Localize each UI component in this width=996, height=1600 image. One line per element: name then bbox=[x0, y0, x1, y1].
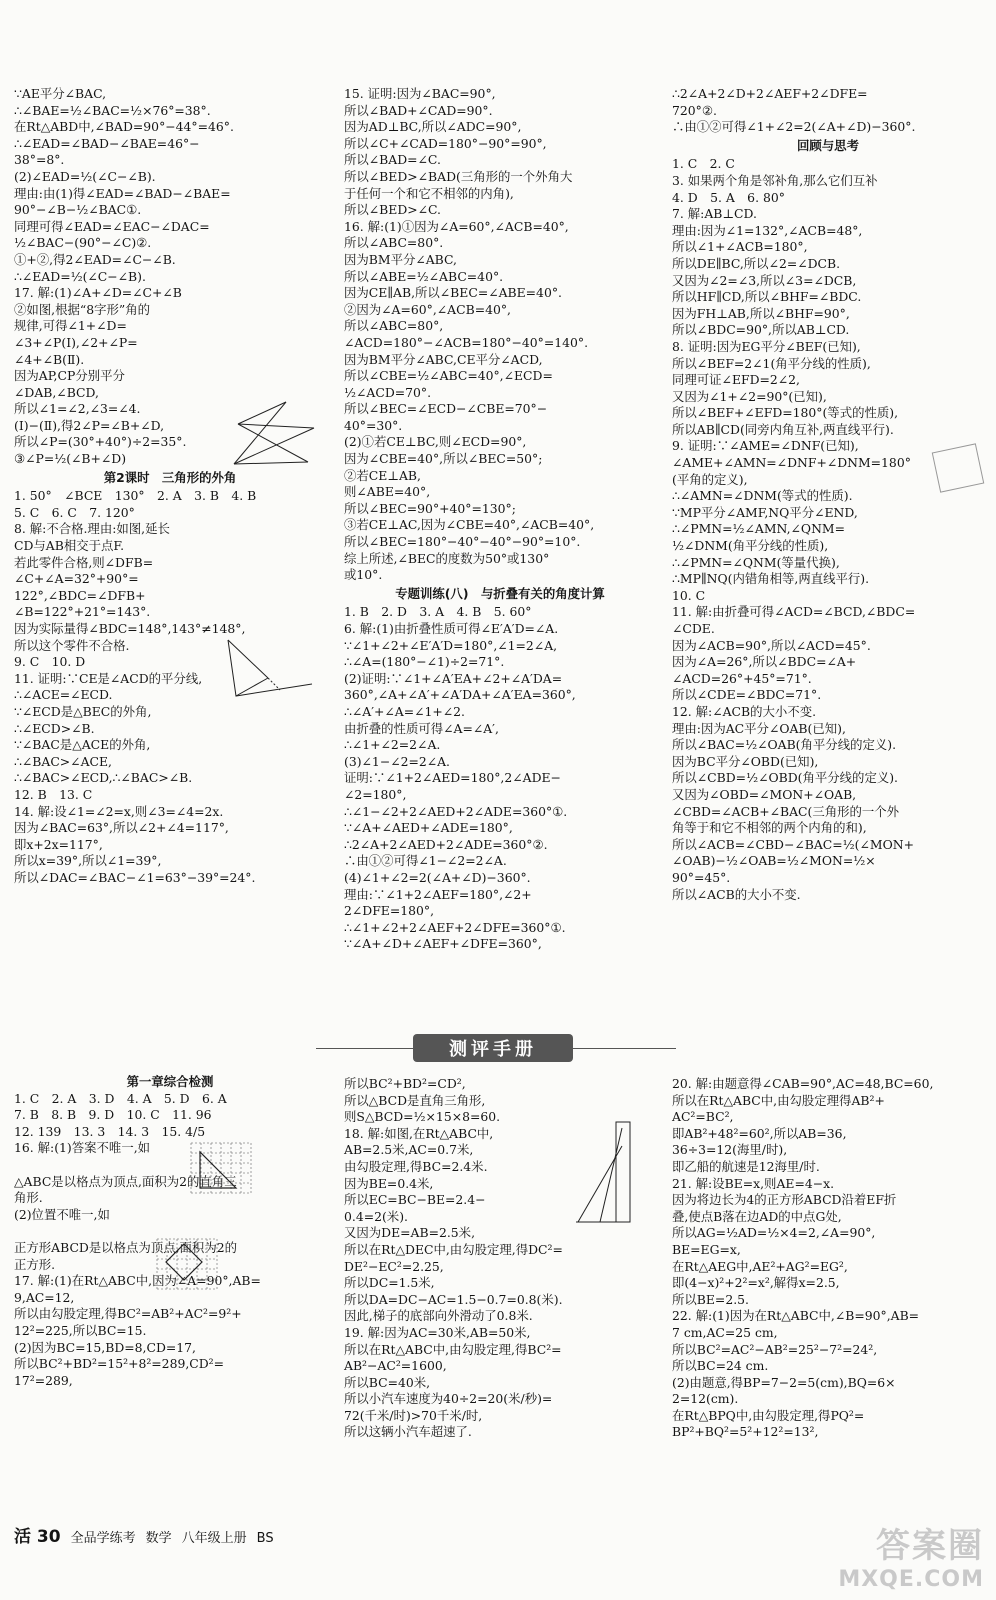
text-line: 9,AC=12, bbox=[14, 1289, 75, 1305]
text-line: 在Rt△ABD中,∠BAD=90°−44°=46°. bbox=[14, 119, 234, 135]
text-line: 因为CE∥AB,所以∠BEC=∠ABE=40°. bbox=[344, 285, 562, 301]
text-line: 19. 解:因为AC=30米,AB=50米, bbox=[344, 1324, 531, 1340]
text-line: 1. C 2. A 3. D 4. A 5. D 6. A bbox=[14, 1090, 227, 1106]
text-line: ∴∠PMN=∠QNM(等量代换), bbox=[672, 554, 840, 570]
text-line: 所以∠ABC=80°, bbox=[344, 318, 444, 334]
text-line: 所以小汽车速度为40÷2=20(米/秒)= bbox=[344, 1391, 553, 1407]
text-line: 所以DC=1.5米, bbox=[344, 1275, 435, 1291]
text-line: ∴∠ECD>∠B. bbox=[14, 720, 95, 736]
text-line: 所以∠CBE=½∠ABC=40°,∠ECD= bbox=[344, 368, 553, 384]
text-line: ∴∠1−∠2+2∠AED+2∠ADE=360°①. bbox=[344, 803, 568, 819]
text-line: 1. C 2. C bbox=[672, 156, 735, 172]
text-line: 于任何一个和它不相邻的内角), bbox=[344, 185, 514, 201]
part-figure bbox=[224, 634, 320, 704]
text-line: (2)位置不唯一,如 bbox=[14, 1206, 110, 1222]
text-line: ∵AE平分∠BAC, bbox=[14, 86, 107, 101]
text-line: 17. 解:(1)∠A+∠D=∠C+∠B bbox=[14, 285, 182, 301]
text-line: 所以∠BEC=90°+40°=130°; bbox=[344, 500, 516, 516]
text-line: 所以BC=24 cm. bbox=[672, 1358, 769, 1374]
text-line: ∴∠AMN=∠DNM(等式的性质). bbox=[672, 488, 853, 504]
text-line: 正方形ABCD是以格点为顶点,面积为2的 bbox=[14, 1239, 237, 1255]
text-line: 3. 如果两个角是邻补角,那么它们互补 bbox=[672, 172, 878, 188]
text-line: 因为BE=0.4米, bbox=[344, 1175, 434, 1191]
text-line: 则S△BCD=½×15×8=60. bbox=[344, 1109, 501, 1125]
text-line: 所以∠DAC=∠BAC−∠1=63°−39°=24°. bbox=[14, 869, 256, 885]
text-line: 18. 解:如图,在Rt△ABC中, bbox=[344, 1125, 494, 1141]
page-number: 活 30 bbox=[14, 1527, 61, 1547]
text-line: ∴∠A′+∠A=∠1+∠2. bbox=[344, 703, 465, 719]
text-line: ∴∠1+∠2+2∠AEF+2∠DFE=360°①. bbox=[344, 919, 566, 935]
text-line: 因为BM平分∠ABC,CE平分∠ACD, bbox=[344, 351, 543, 367]
text-line: 所以△BCD是直角三角形, bbox=[344, 1092, 486, 1108]
text-line: 由折叠的性质可得∠A=∠A′, bbox=[344, 720, 499, 736]
book-title: 全品学练考 bbox=[70, 1531, 136, 1546]
text-line: ∵∠ECD是△BEC的外角, bbox=[14, 703, 152, 719]
text-line: ∴∠BAC>∠ACE, bbox=[14, 753, 112, 769]
text-line: 所以BE=2.5. bbox=[672, 1291, 749, 1307]
text-line: ∠CDE. bbox=[672, 621, 715, 636]
text-line: 所以∠ABE=½∠ABC=40°. bbox=[344, 268, 504, 284]
page-footer bbox=[14, 1522, 274, 1547]
text-line: 角等于和它不相邻的两个内角的和), bbox=[672, 820, 867, 836]
text-line: ∵∠A+∠D+∠AEF+∠DFE=360°, bbox=[344, 936, 542, 952]
text-line: AB=2.5米,AC=0.7米, bbox=[344, 1142, 474, 1158]
text-line: 所以∠P=(30°+40°)÷2=35°. bbox=[14, 434, 187, 450]
subject: 数学 bbox=[145, 1531, 172, 1546]
text-line bbox=[14, 1157, 326, 1174]
text-line: (平角的定义), bbox=[672, 471, 748, 487]
grid-square-figure bbox=[154, 1236, 220, 1292]
text-line: 7. 解:AB⊥CD. bbox=[672, 206, 757, 222]
eval-column-1 bbox=[14, 1074, 326, 1389]
grid-triangle-figure bbox=[188, 1140, 254, 1196]
text-line: 16. 解:(1)答案不唯一,如 bbox=[14, 1140, 151, 1156]
col3-bottom-block bbox=[672, 156, 984, 903]
text-line: 证明:∵∠1+2∠AED=180°,2∠ADE− bbox=[344, 770, 561, 786]
text-line: 11. 解:由折叠可得∠ACD=∠BCD,∠BDC= bbox=[672, 604, 916, 620]
text-line: ∴∠EAD=∠BAD−∠BAE=46°− bbox=[14, 135, 200, 151]
text-line: 72(千米/时)>70千米/时, bbox=[344, 1407, 483, 1423]
text-line: 12²=225,所以BC=15. bbox=[14, 1322, 147, 1338]
text-line: 17. 解:(1)在Rt△ABC中,因为∠A=90°,AB= bbox=[14, 1273, 261, 1289]
text-line: 720°②. bbox=[672, 102, 717, 118]
text-line: AC²=BC², bbox=[672, 1109, 734, 1125]
text-line: 2∠DFE=180°, bbox=[344, 903, 435, 919]
text-line: 同理可证∠EFD=2∠2, bbox=[672, 372, 800, 388]
chapter-test-heading: 第一章综合检测 bbox=[126, 1074, 214, 1089]
text-line: 9. 证明:∵∠AME=∠DNF(已知), bbox=[672, 438, 859, 454]
text-line: ∴MP∥NQ(内错角相等,两直线平行). bbox=[672, 571, 870, 587]
text-line: ∴∠A=(180°−∠1)÷2=71°. bbox=[344, 654, 505, 670]
edition: BS bbox=[256, 1531, 274, 1546]
text-line: 即乙船的航速是12海里/时. bbox=[672, 1158, 820, 1174]
text-line: 在Rt△BPQ中,由勾股定理,得PQ²= bbox=[672, 1407, 865, 1423]
text-line: 所以∠1=∠2,∠3=∠4. bbox=[14, 401, 141, 417]
text-line: 所以∠ABC=80°. bbox=[344, 235, 444, 251]
text-line: 所以在Rt△ABC中,由勾股定理,得BC²= bbox=[344, 1341, 562, 1357]
text-line: ∠OAB)−½∠OAB=½∠MON=½× bbox=[672, 853, 876, 869]
text-line: 14. 解:设∠1=∠2=x,则∠3=∠4=2x. bbox=[14, 803, 224, 819]
text-line: 所以∠BDC=90°,所以AB⊥CD. bbox=[672, 322, 850, 338]
text-line: 在Rt△AEG中,AE²+AG²=EG², bbox=[672, 1258, 848, 1274]
text-line: CD与AB相交于点F. bbox=[14, 538, 125, 554]
text-line: 所以∠BAD+∠CAD=90°. bbox=[344, 102, 493, 118]
text-line: 1. B 2. D 3. A 4. B 5. 60° bbox=[344, 604, 532, 620]
text-line: 所以这个零件不合格. bbox=[14, 637, 130, 653]
text-line: △ABC是以格点为顶点,面积为2的直角三 bbox=[14, 1173, 237, 1189]
text-line: ∴2∠A+2∠AED+2∠ADE=360°②. bbox=[344, 836, 548, 852]
text-line: 7 cm,AC=25 cm, bbox=[672, 1324, 778, 1340]
text-line: 又因为∠2=∠3,所以∠3=∠DCB, bbox=[672, 272, 857, 288]
text-line: 因为BM平分∠ABC, bbox=[344, 251, 457, 267]
text-line: 40°=30°. bbox=[344, 417, 403, 433]
text-line: BE=EG=x, bbox=[672, 1241, 741, 1257]
text-line: 122°,∠BDC=∠DFB+ bbox=[14, 587, 146, 603]
text-line: ②因为∠A=60°,∠ACB=40°, bbox=[344, 301, 511, 317]
text-line: 所以∠BAC=½∠OAB(角平分线的定义). bbox=[672, 737, 897, 753]
text-line: 角形. bbox=[14, 1190, 43, 1206]
text-line: ∠ACD=26°+45°=71°. bbox=[672, 670, 812, 686]
text-line: 8. 解:不合格.理由:如图,延长 bbox=[14, 521, 170, 537]
text-line: BP²+BQ²=5²+12²=13², bbox=[672, 1424, 819, 1440]
text-line: 90°−∠B−½∠BAC①. bbox=[14, 202, 142, 218]
text-line: (4)∠1+∠2=2(∠A+∠D)−360°. bbox=[344, 869, 531, 885]
text-line: 因为将边长为4的正方形ABCD沿着EF折 bbox=[672, 1192, 897, 1208]
text-line: ∠3+∠P(Ⅰ),∠2+∠P= bbox=[14, 334, 138, 350]
evaluation-banner bbox=[0, 1032, 996, 1066]
eval-column-3 bbox=[672, 1076, 984, 1441]
text-line: 所以∠1+∠ACB=180°, bbox=[672, 239, 808, 255]
text-line: (2)①若CE⊥BC,则∠ECD=90°, bbox=[344, 434, 527, 450]
text-line: ∠2=180°, bbox=[344, 786, 407, 802]
text-line: (3)∠1−∠2=2∠A. bbox=[344, 753, 450, 769]
text-line: 21. 解:设BE=x,则AE=4−x. bbox=[672, 1175, 835, 1191]
col2-bottom-block bbox=[344, 604, 656, 952]
text-line: 所以∠BEF=2∠1(角平分线的性质), bbox=[672, 355, 871, 371]
text-line: 所以∠CDE=∠BDC=71°. bbox=[672, 687, 822, 703]
text-line: 38°=8°. bbox=[14, 152, 65, 168]
text-line: 所以∠BAD=∠C. bbox=[344, 152, 441, 168]
answers-column-1 bbox=[14, 86, 326, 887]
eight-shape-figure bbox=[228, 398, 320, 474]
text-line: 所以∠BED>∠BAD(三角形的一个外角大 bbox=[344, 168, 573, 184]
text-line: ∴∠BAE=½∠BAC=½×76°=38°. bbox=[14, 102, 211, 118]
text-line: 又因为∠OBD=∠MON+∠OAB, bbox=[672, 786, 857, 802]
text-line: AB²−AC²=1600, bbox=[344, 1358, 447, 1374]
text-line: 12. B 13. C bbox=[14, 786, 93, 802]
text-line: 所以在Rt△ABC中,由勾股定理得AB²+ bbox=[672, 1092, 885, 1108]
text-line: 0.4=2(米). bbox=[344, 1208, 408, 1224]
text-line: 由勾股定理,得BC=2.4米. bbox=[344, 1158, 488, 1174]
text-line: 36÷3=12(海里/时), bbox=[672, 1142, 788, 1158]
text-line: 8. 证明:因为EG平分∠BEF(已知), bbox=[672, 338, 861, 354]
text-line: 12. 139 13. 3 14. 3 15. 4/5 bbox=[14, 1123, 206, 1139]
text-line: 综上所述,∠BEC的度数为50°或130° bbox=[344, 550, 550, 566]
text-line: 理由:∵∠1+2∠AEF=180°,∠2+ bbox=[344, 886, 532, 902]
text-line: ∴∠1+∠2=2∠A. bbox=[344, 737, 441, 753]
text-line: ∴2∠A+2∠D+2∠AEF+2∠DFE= bbox=[672, 86, 868, 101]
text-line: ①+②,得2∠EAD=∠C−∠B. bbox=[14, 251, 176, 267]
text-line: ∴∠PMN=½∠AMN,∠QNM= bbox=[672, 521, 845, 537]
text-line: ∴∠ACE=∠ECD. bbox=[14, 687, 113, 703]
text-line: 因为FH⊥AB,所以∠BHF=90°, bbox=[672, 305, 850, 321]
text-line: ∵∠BAC是△ACE的外角, bbox=[14, 737, 151, 753]
text-line: ∵∠A+∠AED+∠ADE=180°, bbox=[344, 820, 513, 836]
text-line: (2)证明:∵∠1+∠A′EA+∠2+∠A′DA= bbox=[344, 670, 563, 686]
text-line: 所以BC²=AC²−AB²=25²−7²=24², bbox=[672, 1341, 878, 1357]
watermark-logo: 答案圈 MXQE.COM bbox=[838, 1526, 984, 1592]
col1-section-heading: 第2课时 三角形的外角 bbox=[103, 469, 237, 485]
col2-section-heading: 专题训练(八) 与折叠有关的角度计算 bbox=[395, 585, 605, 601]
text-line: 所以x=39°,所以∠1=39°, bbox=[14, 853, 162, 869]
text-line: ②如图,根据“8字形”角的 bbox=[14, 301, 151, 317]
text-line: 所以DA=DC−AC=1.5−0.7=0.8(米). bbox=[344, 1291, 563, 1307]
text-line: 90°=45°. bbox=[672, 869, 731, 885]
col3-section-heading: 回顾与思考 bbox=[797, 137, 859, 153]
grade: 八年级上册 bbox=[181, 1531, 247, 1546]
text-line: 所以这辆小汽车超速了. bbox=[344, 1424, 472, 1440]
text-line: 因为∠A=26°,所以∠BDC=∠A+ bbox=[672, 654, 857, 670]
text-line: ③若CE⊥AC,因为∠CBE=40°,∠ACB=40°, bbox=[344, 517, 595, 533]
text-line: 所以∠CBD=½∠OBD(角平分线的定义). bbox=[672, 770, 898, 786]
text-line: 即(4−x)²+2²=x²,解得x=2.5, bbox=[672, 1275, 840, 1291]
text-line: (2)∠EAD=½(∠C−∠B). bbox=[14, 168, 156, 184]
text-line: (Ⅰ)−(Ⅱ),得2∠P=∠B+∠D, bbox=[14, 417, 165, 433]
text-line: 1. 50° ∠BCE 130° 2. A 3. B 4. B bbox=[14, 488, 257, 504]
text-line: 规律,可得∠1+∠D= bbox=[14, 318, 127, 334]
text-line: 11. 证明:∵CE是∠ACD的平分线, bbox=[14, 670, 203, 686]
text-line: 9. C 10. D bbox=[14, 654, 86, 670]
text-line: ∴由①②可得∠1+∠2=2(∠A+∠D)−360°. bbox=[672, 119, 916, 135]
text-line: 即x+2x=117°, bbox=[14, 836, 103, 852]
text-line: 所以∠BEF+∠EFD=180°(等式的性质), bbox=[672, 405, 899, 421]
text-line: 16. 解:(1)①因为∠A=60°,∠ACB=40°, bbox=[344, 218, 569, 234]
text-line: 因为AP,CP分别平分 bbox=[14, 368, 125, 384]
text-line: 则∠ABE=40°, bbox=[344, 484, 431, 500]
text-line: 10. C bbox=[672, 587, 706, 603]
text-line: 15. 证明:因为∠BAC=90°, bbox=[344, 86, 496, 101]
text-line: ∠B=122°+21°=143°. bbox=[14, 604, 151, 620]
text-line: 又因为DE=AB=2.5米, bbox=[344, 1225, 476, 1241]
text-line: 因为BC平分∠OBD(已知), bbox=[672, 753, 819, 769]
text-line: 若此零件合格,则∠DFB= bbox=[14, 554, 154, 570]
text-line: 12. 解:∠ACB的大小不变. bbox=[672, 703, 817, 719]
text-line: 因为AD⊥BC,所以∠ADC=90°, bbox=[344, 119, 522, 135]
text-line: ∴∠BAC>∠ECD,∴∠BAC>∠B. bbox=[14, 770, 193, 786]
text-line: 6. 解:(1)由折叠性质可得∠E′A′D=∠A. bbox=[344, 621, 559, 636]
text-line: DE²−EC²=2.25, bbox=[344, 1258, 444, 1274]
text-line: 17²=289, bbox=[14, 1372, 73, 1388]
text-line: 所以∠ACB=∠CBD−∠BAC=½(∠MON+ bbox=[672, 836, 914, 852]
text-line: 4. D 5. A 6. 80° bbox=[672, 189, 785, 205]
text-line: 因为∠CBE=40°,所以∠BEC=50°; bbox=[344, 451, 543, 467]
text-line: 22. 解:(1)因为在Rt△ABC中,∠B=90°,AB= bbox=[672, 1308, 920, 1324]
text-line: 所以∠BEC=180°−40°−40°−90°=10°. bbox=[344, 534, 581, 550]
text-line: (2)由题意,得BP=7−2=5(cm),BQ=6× bbox=[672, 1374, 896, 1390]
text-line: 所以∠BED>∠C. bbox=[344, 202, 441, 218]
text-line: 或10°. bbox=[344, 567, 383, 583]
text-line: 正方形. bbox=[14, 1256, 56, 1272]
text-line: ½∠BAC−(90°−∠C)②. bbox=[14, 235, 152, 251]
text-line: 所以∠C+∠CAD=180°−90°=90°, bbox=[344, 135, 547, 151]
text-line: 理由:因为∠1=132°,∠ACB=48°, bbox=[672, 222, 863, 238]
text-line: 理由:由(1)得∠EAD=∠BAD−∠BAE= bbox=[14, 185, 231, 201]
text-line: ②若CE⊥AB, bbox=[344, 467, 421, 483]
text-line: ∴由①②可得∠1−∠2=2∠A. bbox=[344, 853, 507, 869]
text-line: ∠4+∠B(Ⅱ). bbox=[14, 351, 85, 367]
text-line: 7. B 8. B 9. D 10. C 11. 96 bbox=[14, 1107, 212, 1123]
text-line: ∴∠EAD=½(∠C−∠B). bbox=[14, 268, 146, 284]
text-line: 所以∠ACB的大小不变. bbox=[672, 886, 801, 902]
text-line: 20. 解:由题意得∠CAB=90°,AC=48,BC=60, bbox=[672, 1076, 934, 1091]
text-line: ∠AME+∠AMN=∠DNF+∠DNM=180° bbox=[672, 455, 911, 471]
text-line: 因为实际量得∠BDC=148°,143°≠148°, bbox=[14, 621, 246, 636]
text-line: ∠CBD=∠ACB+∠BAC(三角形的一个外 bbox=[672, 803, 900, 819]
text-line: 所以∠BEC=∠ECD−∠CBE=70°− bbox=[344, 401, 548, 417]
text-line: 所以EC=BC−BE=2.4− bbox=[344, 1192, 486, 1208]
col2-top-block bbox=[344, 86, 656, 584]
text-line: 所以DE∥BC,所以∠2=∠DCB. bbox=[672, 255, 841, 271]
text-line: 所以BC²+BD²=CD², bbox=[344, 1076, 466, 1091]
text-line: 理由:因为AC平分∠OAB(已知), bbox=[672, 720, 846, 736]
text-line: 因此,梯子的底部向外滑动了0.8米. bbox=[344, 1308, 533, 1324]
text-line: 所以HF∥CD,所以∠BHF=∠BDC. bbox=[672, 289, 862, 305]
text-line: 所以由勾股定理,得BC²=AB²+AC²=9²+ bbox=[14, 1306, 242, 1322]
answers-column-2 bbox=[344, 86, 656, 953]
text-line: 所以BC=40米, bbox=[344, 1374, 431, 1390]
text-line: 所以AB∥CD(同旁内角互补,两直线平行). bbox=[672, 421, 894, 437]
text-line: ∠ACD=180°−∠ACB=180°−40°=140°. bbox=[344, 334, 589, 350]
col3-top-block bbox=[672, 86, 984, 136]
text-line: 因为∠BAC=63°,所以∠2+∠4=117°, bbox=[14, 820, 229, 836]
text-line: 360°,∠A+∠A′+∠A′DA+∠A′EA=360°, bbox=[344, 687, 576, 703]
ladder-figure bbox=[572, 1118, 634, 1230]
text-line: 所以AG=½AD=½×4=2,∠A=90°, bbox=[672, 1225, 876, 1241]
text-line: ∵MP平分∠AMF,NQ平分∠END, bbox=[672, 504, 858, 520]
text-line: ½∠ACD=70°. bbox=[344, 384, 432, 400]
text-line: 即AB²+48²=60²,所以AB=36, bbox=[672, 1125, 847, 1141]
banner-title: 测评手册 bbox=[413, 1034, 573, 1062]
text-line: (2)因为BC=15,BD=8,CD=17, bbox=[14, 1339, 196, 1355]
text-line: ∠DAB,∠BCD, bbox=[14, 384, 99, 400]
text-line: ∵∠1+∠2+∠E′A′D=180°,∠1=2∠A, bbox=[344, 637, 558, 653]
text-line: 同理可得∠EAD=∠EAC−∠DAC= bbox=[14, 218, 210, 234]
text-line: ③∠P=½(∠B+∠D) bbox=[14, 451, 127, 467]
text-line: 所以BC²+BD²=15²+8²=289,CD²= bbox=[14, 1356, 225, 1372]
text-line: 又因为∠1+∠2=90°(已知), bbox=[672, 388, 827, 404]
seal-stamp bbox=[930, 440, 986, 496]
text-line: 因为∠ACB=90°,所以∠ACD=45°. bbox=[672, 637, 871, 653]
text-line: 5. C 6. C 7. 120° bbox=[14, 504, 135, 520]
eval-col3-block bbox=[672, 1076, 984, 1441]
text-line: ½∠DNM(角平分线的性质), bbox=[672, 538, 829, 554]
text-line: ∠C+∠A=32°+90°= bbox=[14, 571, 139, 587]
text-line: 2=12(cm). bbox=[672, 1391, 739, 1407]
text-line: 叠,使点B落在边AD的中点G处, bbox=[672, 1208, 842, 1224]
text-line: 所以在Rt△DEC中,由勾股定理,得DC²= bbox=[344, 1241, 563, 1257]
